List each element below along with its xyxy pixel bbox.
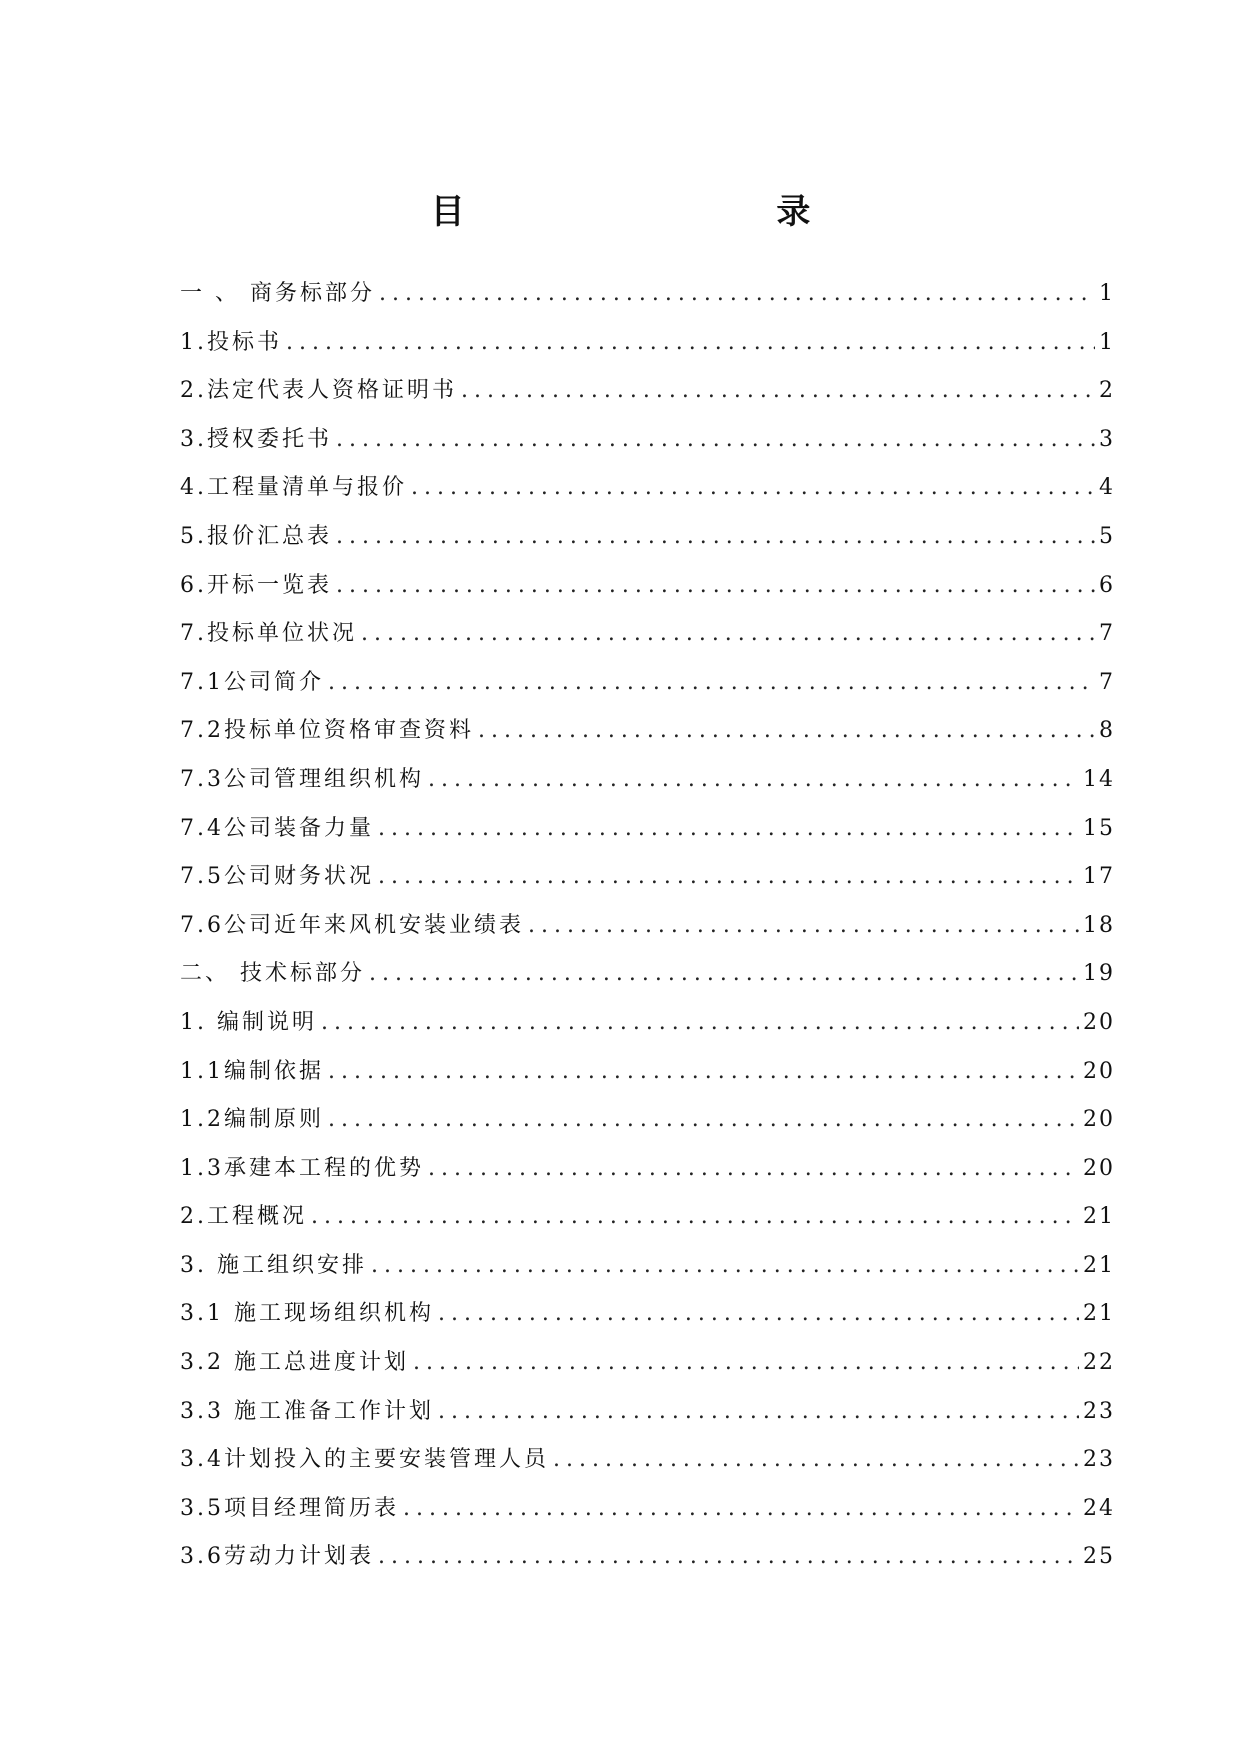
- toc-entry[interactable]: [180, 1005, 1115, 1054]
- toc-leader-dots: [336, 524, 1095, 549]
- toc-entry[interactable]: [180, 325, 1115, 374]
- toc-entry-page: 23: [1083, 1447, 1115, 1473]
- toc-entry-label: 7.投标单位状况: [180, 621, 357, 647]
- toc-entry-page: 7: [1099, 669, 1115, 695]
- toc-entry-label: 4.工程量清单与报价: [180, 475, 407, 501]
- toc-entry-page: 18: [1083, 912, 1115, 938]
- toc-entry[interactable]: [180, 568, 1115, 617]
- toc-entry-label: 3.5项目经理简历表: [180, 1495, 399, 1521]
- toc-entry-page: 15: [1083, 815, 1115, 841]
- table-of-contents: [180, 276, 1115, 1588]
- toc-entry-page: 7: [1099, 621, 1115, 647]
- toc-entry[interactable]: [180, 1199, 1115, 1248]
- toc-leader-dots: [553, 1447, 1079, 1472]
- toc-entry-label: 3. 施工组织安排: [180, 1252, 367, 1278]
- toc-leader-dots: [328, 670, 1095, 695]
- toc-entry[interactable]: [180, 1296, 1115, 1345]
- toc-entry[interactable]: [180, 1394, 1115, 1443]
- toc-entry-label: 3.1 施工现场组织机构: [180, 1301, 434, 1327]
- toc-entry[interactable]: [180, 1054, 1115, 1103]
- toc-leader-dots: [371, 1253, 1079, 1278]
- toc-entry[interactable]: [180, 1345, 1115, 1394]
- toc-leader-dots: [311, 1204, 1079, 1229]
- toc-entry-page: 21: [1083, 1204, 1115, 1230]
- toc-leader-dots: [428, 767, 1079, 792]
- toc-entry-page: 6: [1099, 572, 1115, 598]
- toc-entry-label: 7.3公司管理组织机构: [180, 766, 424, 792]
- toc-leader-dots: [528, 913, 1079, 938]
- toc-entry-label: 1.3承建本工程的优势: [180, 1155, 424, 1181]
- toc-entry-label: 3.4计划投入的主要安装管理人员: [180, 1447, 549, 1473]
- toc-leader-dots: [428, 1156, 1079, 1181]
- toc-entry-label: 2.法定代表人资格证明书: [180, 378, 457, 404]
- toc-entry-page: 4: [1099, 475, 1115, 501]
- toc-leader-dots: [336, 573, 1095, 598]
- toc-entry-label: 3.2 施工总进度计划: [180, 1350, 409, 1376]
- toc-entry[interactable]: [180, 762, 1115, 811]
- toc-entry-page: 1: [1099, 281, 1115, 306]
- toc-entry-label: 3.3 施工准备工作计划: [180, 1398, 434, 1424]
- toc-entry-label: 7.4公司装备力量: [180, 815, 374, 841]
- toc-entry-label: 1.1编制依据: [180, 1058, 324, 1084]
- toc-entry-label: 1.2编制原则: [180, 1107, 324, 1133]
- toc-entry-page: 14: [1083, 766, 1115, 792]
- toc-entry-label: 2.工程概况: [180, 1204, 307, 1230]
- toc-leader-dots: [378, 816, 1079, 841]
- toc-entry-label: 7.1公司简介: [180, 669, 324, 695]
- toc-entry-page: 22: [1083, 1350, 1115, 1376]
- toc-entry-label: 1.投标书: [180, 329, 282, 355]
- toc-entry[interactable]: [180, 1102, 1115, 1151]
- toc-leader-dots: [378, 1544, 1079, 1569]
- toc-entry-page: 23: [1083, 1398, 1115, 1424]
- toc-leader-dots: [328, 1107, 1079, 1132]
- toc-leader-dots: [328, 1059, 1079, 1084]
- toc-entry[interactable]: [180, 956, 1115, 1005]
- toc-entry[interactable]: [180, 422, 1115, 471]
- toc-leader-dots: [336, 427, 1095, 452]
- toc-entry-label: 二、 技术标部分: [180, 961, 365, 987]
- toc-entry-label: 5.报价汇总表: [180, 523, 332, 549]
- toc-entry-page: 20: [1083, 1155, 1115, 1181]
- toc-entry[interactable]: [180, 859, 1115, 908]
- toc-leader-dots: [369, 961, 1079, 986]
- toc-entry[interactable]: [180, 811, 1115, 860]
- toc-entry-page: 20: [1083, 1107, 1115, 1133]
- toc-entry-page: 5: [1099, 523, 1115, 549]
- toc-entry[interactable]: [180, 1491, 1115, 1540]
- toc-entry-label: 7.5公司财务状况: [180, 864, 374, 890]
- toc-entry-label: 6.开标一览表: [180, 572, 332, 598]
- toc-leader-dots: [286, 330, 1095, 355]
- toc-entry-page: 24: [1083, 1495, 1115, 1521]
- toc-entry-page: 19: [1083, 961, 1115, 987]
- toc-leader-dots: [403, 1496, 1079, 1521]
- toc-entry-page: 25: [1083, 1544, 1115, 1570]
- toc-leader-dots: [321, 1010, 1079, 1035]
- toc-entry[interactable]: [180, 713, 1115, 762]
- toc-entry-page: 8: [1099, 718, 1115, 744]
- toc-leader-dots: [461, 378, 1095, 403]
- toc-entry-page: 17: [1083, 864, 1115, 890]
- toc-entry[interactable]: [180, 519, 1115, 568]
- toc-leader-dots: [478, 718, 1095, 743]
- toc-entry[interactable]: [180, 1442, 1115, 1491]
- toc-entry[interactable]: [180, 1539, 1115, 1588]
- toc-entry-page: 21: [1083, 1252, 1115, 1278]
- toc-entry[interactable]: [180, 373, 1115, 422]
- toc-entry[interactable]: [180, 616, 1115, 665]
- toc-entry-page: 2: [1099, 378, 1115, 404]
- toc-leader-dots: [438, 1399, 1079, 1424]
- page-title: 目 录: [430, 192, 961, 232]
- toc-entry-page: 21: [1083, 1301, 1115, 1327]
- toc-entry-label: 3.授权委托书: [180, 426, 332, 452]
- toc-entry-page: 20: [1083, 1009, 1115, 1035]
- toc-leader-dots: [379, 281, 1095, 306]
- toc-entry[interactable]: [180, 1151, 1115, 1200]
- toc-entry-page: 3: [1099, 426, 1115, 452]
- toc-entry[interactable]: [180, 1248, 1115, 1297]
- toc-leader-dots: [361, 621, 1095, 646]
- toc-entry[interactable]: [180, 665, 1115, 714]
- toc-leader-dots: [378, 864, 1079, 889]
- toc-entry-label: 7.6公司近年来风机安装业绩表: [180, 912, 524, 938]
- toc-leader-dots: [413, 1350, 1079, 1375]
- toc-entry-page: 1: [1099, 329, 1115, 355]
- toc-entry-label: 7.2投标单位资格审查资料: [180, 718, 474, 744]
- toc-entry[interactable]: [180, 470, 1115, 519]
- toc-entry-label: 一 、 商务标部分: [180, 281, 375, 306]
- toc-entry[interactable]: [180, 908, 1115, 957]
- toc-entry-page: 20: [1083, 1058, 1115, 1084]
- toc-entry-label: 1. 编制说明: [180, 1009, 317, 1035]
- toc-leader-dots: [411, 475, 1095, 500]
- toc-entry[interactable]: [180, 276, 1115, 325]
- toc-entry-label: 3.6劳动力计划表: [180, 1544, 374, 1570]
- toc-leader-dots: [438, 1301, 1079, 1326]
